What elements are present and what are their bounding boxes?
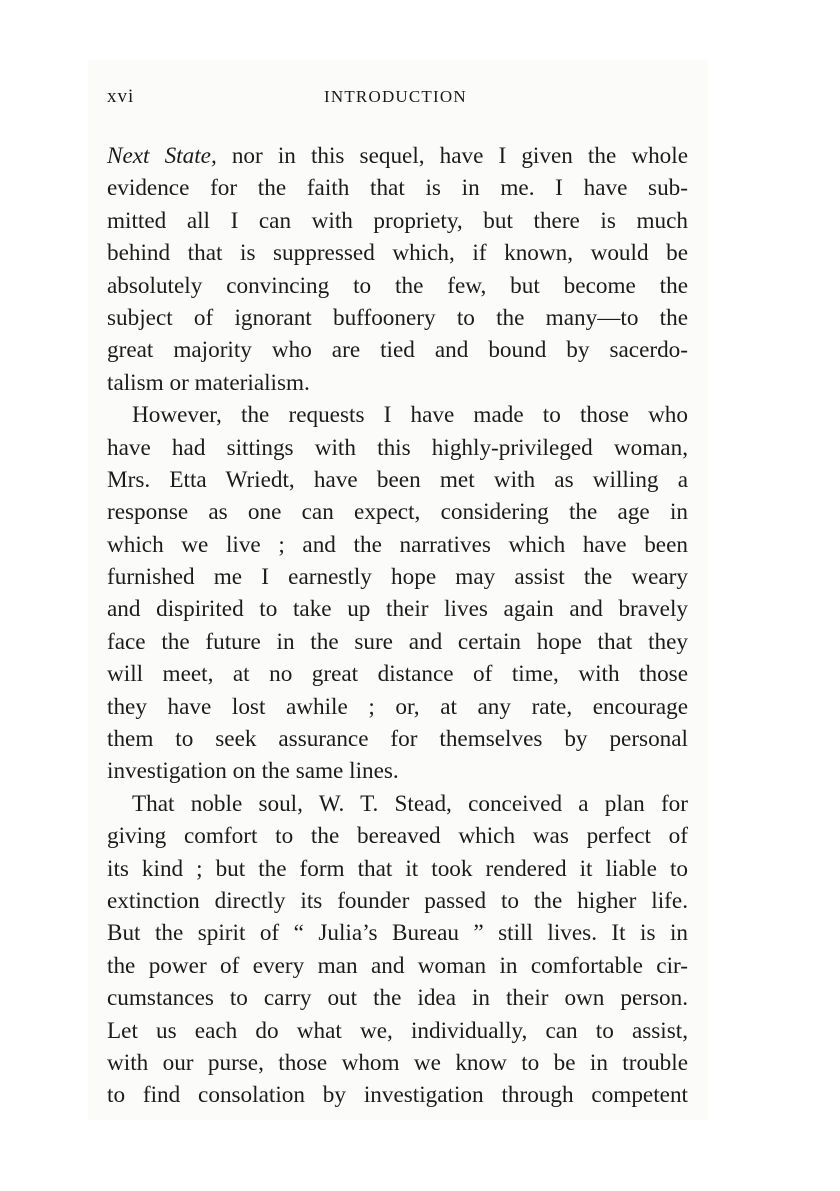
text-line: furnished me I earnestly hope may assist the weary: [107, 564, 688, 591]
text-line: have had sittings with this highly-privileged woman,: [107, 434, 688, 461]
paragraph-end-line: investigation on the same lines.: [107, 758, 399, 785]
body-text: [107, 140, 688, 1112]
text-line: great majority who are tied and bound by sacerdo-: [107, 337, 688, 364]
running-head: [107, 86, 687, 112]
text-line: subject of ignorant buffoonery to the many—to the: [107, 304, 688, 331]
text-line: to find consolation by investigation through competent: [107, 1082, 688, 1109]
text-line: its kind ; but the form that it took rendered it liable to: [107, 855, 688, 882]
text-line: face the future in the sure and certain hope that they: [107, 628, 688, 655]
text-line: which we live ; and the narratives which have been: [107, 531, 688, 558]
text-line: Let us each do what we, individually, can to assist,: [107, 1017, 688, 1044]
text-line: evidence for the faith that is in me. I have sub-: [107, 175, 688, 202]
text-line: behind that is suppressed which, if known, would be: [107, 240, 688, 267]
paragraph-start-line: That noble soul, W. T. Stead, conceived a plan for: [132, 790, 688, 817]
section-title: INTRODUCTION: [324, 87, 467, 106]
text-line: with our purse, those whom we know to be in trouble: [107, 1049, 688, 1076]
paragraph-start-line: However, the requests I have made to those who: [132, 402, 688, 429]
text-line: absolutely convincing to the few, but become the: [107, 272, 688, 299]
text-line: Next State, nor in this sequel, have I given the whole: [107, 143, 689, 169]
paragraph-end-line: talism or materialism.: [107, 369, 310, 396]
text-line: Mrs. Etta Wriedt, have been met with as willing a: [107, 466, 688, 493]
text-line: response as one can expect, considering the age in: [107, 499, 688, 526]
text-line: cumstances to carry out the idea in their own person.: [107, 985, 688, 1012]
text-line: extinction directly its founder passed to the higher life.: [107, 887, 688, 914]
text-line: But the spirit of “ Julia’s Bureau ” still lives. It is in: [107, 920, 688, 947]
text-line: and dispirited to take up their lives again and bravely: [107, 596, 688, 623]
text-line: will meet, at no great distance of time, with those: [107, 661, 688, 688]
text-line: them to seek assurance for themselves by personal: [107, 726, 688, 753]
text-line: they have lost awhile ; or, at any rate, encourage: [107, 693, 688, 720]
text-line: mitted all I can with propriety, but there is much: [107, 207, 688, 234]
page-number: xvi: [107, 86, 135, 107]
book-title-reference: Next State,: [107, 143, 217, 169]
text-line: the power of every man and woman in comfortable cir-: [107, 952, 688, 979]
text-line: giving comfort to the bereaved which was perfect of: [107, 823, 688, 850]
